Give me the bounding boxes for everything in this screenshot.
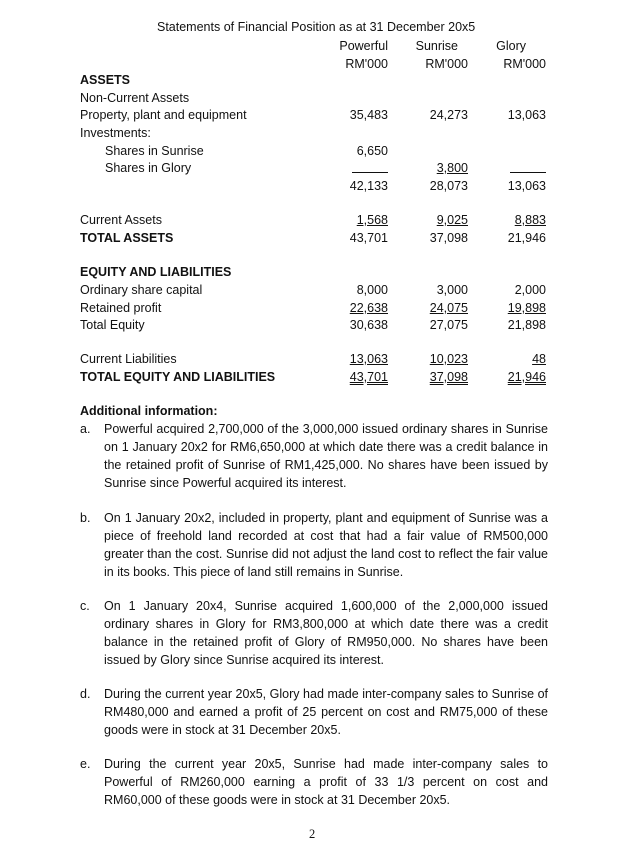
- col-unit-glory: RM'000: [503, 57, 546, 71]
- non-current-assets-label: Non-Current Assets: [80, 91, 190, 105]
- equity-liabilities-heading: EQUITY AND LIABILITIES: [80, 265, 232, 279]
- current-liabilities-sunrise: 10,023: [429, 352, 468, 366]
- total-equity-liabilities-label: TOTAL EQUITY AND LIABILITIES: [80, 370, 276, 384]
- current-liabilities-label: Current Liabilities: [80, 352, 177, 366]
- note-c-text: On 1 January 20x4, Sunrise acquired 1,600,000 of the 2,000,000 issued ordinary shares in Glory for RM3,800,000 at which date there was a credit balance in the retained profit of Glory of RM950,000. No shares have been issued by Glory since Sunrise acquired its interest.: [104, 599, 548, 667]
- total-equity-powerful: 30,638: [349, 318, 388, 332]
- ppe-glory: 13,063: [507, 108, 546, 122]
- total-eq-liab-glory: 21,946: [507, 370, 546, 384]
- shares-sunrise-powerful: 6,650: [356, 144, 388, 158]
- retained-profit-label: Retained profit: [80, 301, 162, 315]
- shares-sunrise-label: Shares in Sunrise: [105, 144, 204, 158]
- note-b-text: On 1 January 20x2, included in property, plant and equipment of Sunrise was a piece of freehold land recorded at cost that had a fair value of RM500,000 greater than the cost. Sunrise did not adjust the land cost to reflect the fair value in its books. This piece of land still remains in Sunrise.: [104, 511, 548, 579]
- current-assets-sunrise: 9,025: [436, 213, 468, 227]
- nca-total-powerful: 42,133: [349, 179, 388, 193]
- ppe-label: Property, plant and equipment: [80, 108, 247, 122]
- total-equity-glory: 21,898: [507, 318, 546, 332]
- total-assets-sunrise: 37,098: [429, 231, 468, 245]
- investments-label: Investments:: [80, 126, 151, 140]
- share-capital-glory: 2,000: [514, 283, 546, 297]
- total-assets-glory: 21,946: [507, 231, 546, 245]
- shares-glory-label: Shares in Glory: [105, 161, 192, 175]
- current-assets-label: Current Assets: [80, 213, 162, 227]
- retained-profit-powerful: 22,638: [349, 301, 388, 315]
- current-assets-glory: 8,883: [514, 213, 546, 227]
- total-assets-label: TOTAL ASSETS: [80, 231, 174, 245]
- total-equity-label: Total Equity: [80, 318, 145, 332]
- col-unit-powerful: RM'000: [345, 57, 388, 71]
- statement-title: Statements of Financial Position as at 31 December 20x5: [157, 20, 476, 34]
- shares-glory-glory-blank: [476, 161, 546, 177]
- total-assets-powerful: 43,701: [349, 231, 388, 245]
- total-equity-sunrise: 27,075: [429, 318, 468, 332]
- note-e-label: e.: [80, 757, 91, 771]
- note-b-label: b.: [80, 511, 91, 525]
- col-header-glory: Glory: [496, 39, 526, 53]
- col-header-sunrise: Sunrise: [415, 39, 458, 53]
- note-e-text: During the current year 20x5, Sunrise had made inter-company sales to Powerful of RM260,000 earning a profit of 33 1/3 percent on cost and RM60,000 of these goods were in stock at 31 December 20x5.: [104, 757, 548, 807]
- share-capital-label: Ordinary share capital: [80, 283, 203, 297]
- current-liabilities-powerful: 13,063: [349, 352, 388, 366]
- note-d-label: d.: [80, 687, 91, 701]
- ppe-powerful: 35,483: [349, 108, 388, 122]
- share-capital-powerful: 8,000: [356, 283, 388, 297]
- note-a-label: a.: [80, 422, 91, 436]
- share-capital-sunrise: 3,000: [436, 283, 468, 297]
- note-d-text: During the current year 20x5, Glory had made inter-company sales to Sunrise of RM480,000 and earned a profit of 25 percent on cost and RM75,000 of these goods were in stock at 31 December 20x5.: [104, 687, 548, 737]
- current-liabilities-glory: 48: [532, 352, 546, 366]
- col-header-powerful: Powerful: [339, 39, 388, 53]
- col-unit-sunrise: RM'000: [425, 57, 468, 71]
- total-eq-liab-sunrise: 37,098: [429, 370, 468, 384]
- shares-glory-powerful-blank: [318, 161, 388, 177]
- page-number: 2: [309, 827, 316, 841]
- retained-profit-glory: 19,898: [507, 301, 546, 315]
- note-a-text: Powerful acquired 2,700,000 of the 3,000,000 issued ordinary shares in Sunrise on 1 January 20x2 for RM6,650,000 at which date there was a credit balance in the retained profit of Sunrise of RM1,425,000. No shares have been issued by Sunrise since Powerful acquired its interest.: [104, 422, 548, 490]
- nca-total-glory: 13,063: [507, 179, 546, 193]
- ppe-sunrise: 24,273: [429, 108, 468, 122]
- shares-glory-sunrise: 3,800: [436, 161, 468, 175]
- additional-info-heading: Additional information:: [80, 404, 218, 418]
- retained-profit-sunrise: 24,075: [429, 301, 468, 315]
- nca-total-sunrise: 28,073: [429, 179, 468, 193]
- total-eq-liab-powerful: 43,701: [349, 370, 388, 384]
- assets-heading: ASSETS: [80, 73, 131, 87]
- note-c-label: c.: [80, 599, 90, 613]
- current-assets-powerful: 1,568: [356, 213, 388, 227]
